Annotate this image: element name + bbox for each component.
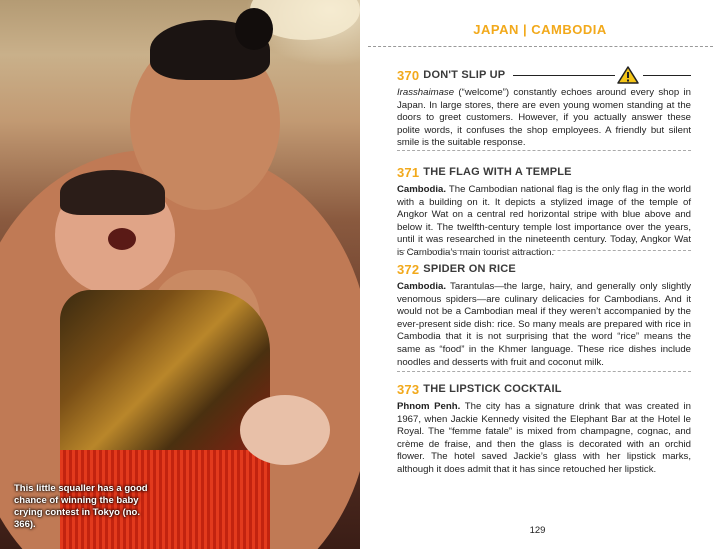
section-number: 370	[397, 67, 420, 83]
title-rule	[513, 75, 615, 76]
section-title	[397, 381, 691, 397]
section-373	[397, 381, 691, 477]
section-lead: Cambodia.	[397, 184, 447, 195]
page-header: JAPAN | CAMBODIA	[473, 22, 607, 37]
baby-leg	[240, 395, 330, 465]
section-text: (“welcome”) constantly echoes around every shop in Japan. In large stores, there are even young women standing at the doors to greet customers. However, if you actually answer these polite words, it confuses the shop employees. A friendly but silent smile is the suitable response.	[397, 87, 691, 149]
section-370	[397, 67, 691, 150]
section-371	[397, 164, 691, 260]
section-heading: THE LIPSTICK COCKTAIL	[423, 383, 562, 395]
hair-topknot	[235, 8, 273, 50]
baby-mouth	[108, 228, 136, 250]
section-body	[397, 87, 691, 150]
section-372	[397, 261, 691, 369]
section-lead: Cambodia.	[397, 281, 447, 292]
section-number: 372	[397, 261, 420, 277]
section-body	[397, 401, 691, 477]
page-number: 129	[529, 525, 546, 536]
section-lead: Irasshaimase	[397, 87, 455, 98]
section-divider	[397, 150, 691, 151]
header-divider	[368, 46, 713, 47]
section-body	[397, 281, 691, 369]
section-number: 373	[397, 381, 420, 397]
baby-kimono	[60, 290, 270, 460]
section-number: 371	[397, 164, 420, 180]
photo-caption: This little squaller has a good chance of winning the baby crying contest in Tokyo (no. 366).	[14, 483, 148, 530]
text-page	[360, 0, 720, 549]
section-title	[397, 261, 691, 277]
section-title	[397, 67, 691, 83]
section-text: The city has a signature drink that was created in 1967, when Jackie Kennedy visited the Elephant Bar at the Hotel le Royal. The “femme fatale” is mixed from champagne, cognac, and crème de fraise, and then the glass is decorated with an orchid flower. The hotel saved Jackie’s glass with her lipstick marks, although it does admit that it has since retouched her lipstick.	[397, 401, 692, 475]
baby-hair	[60, 170, 165, 215]
section-text: The Cambodian national flag is the only flag in the world with a building on it. It depicts a stylized image of the temple of Angkor Wat on a central red horizontal stripe with blue above and below it. The twelfth-century temple lost importance over the years, until it was researched in the nineteenth century. Today, Angkor Wat is Cambodia’s main tourist attraction.	[397, 184, 691, 258]
section-heading: THE FLAG WITH A TEMPLE	[423, 166, 572, 178]
section-heading: DON'T SLIP UP	[423, 69, 506, 81]
section-divider	[397, 250, 691, 251]
title-rule-end	[643, 75, 691, 76]
section-text: Tarantulas—the large, hairy, and generally only slightly venomous spiders—are culinary delicacies for Cambodians. And it would not be a Cambodian meal if they weren’t accompanied by the ever-present side dish: rice. So many meals are prepared with rice in Cambodia that it is not surprising that the word “rice” means the same as “food” in the Khmer language. These rice dishes include noodles and desserts with fruit and coconut milk.	[397, 281, 691, 368]
section-title	[397, 164, 691, 180]
section-lead: Phnom Penh.	[397, 401, 461, 412]
section-heading: SPIDER ON RICE	[423, 263, 516, 275]
warning-icon	[617, 66, 639, 84]
section-body	[397, 184, 691, 260]
section-divider	[397, 371, 691, 372]
